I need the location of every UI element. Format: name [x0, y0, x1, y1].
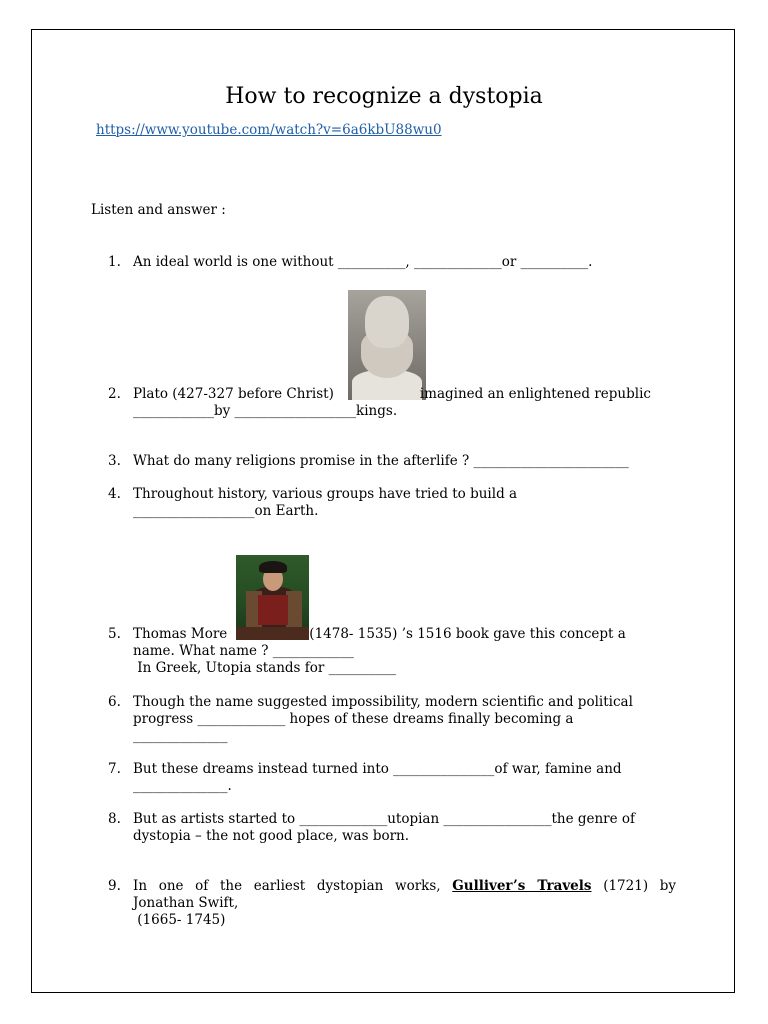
question-text [133, 386, 676, 403]
question-text-line2: __________________on Earth. [133, 503, 319, 519]
question-text: What do many religions promise in the afterlife ? _______________________ [133, 453, 629, 469]
instructions: Listen and answer : [91, 202, 226, 218]
question-text-line2: progress _____________ hopes of these dreams finally becoming a [133, 711, 574, 727]
plato-bust-image [348, 290, 426, 400]
question-text-part: Thomas More [133, 626, 228, 642]
question-text: Though the name suggested impossibility, modern scientific and political [133, 694, 633, 710]
question-text [133, 626, 676, 643]
question-number: 8. [108, 811, 121, 827]
question-text-line2: ____________by __________________kings. [133, 403, 398, 419]
question-text-line2: Jonathan Swift, [133, 895, 239, 911]
question-number: 3. [108, 453, 121, 469]
question-number: 9. [108, 878, 121, 894]
question-text-line2: ______________. [133, 778, 232, 794]
question-number: 5. [108, 626, 121, 642]
question-text-line3: (1665- 1745) [133, 912, 226, 928]
question-text-part: (1478- 1535) ’s 1516 book gave this concept a [309, 626, 626, 642]
question-text: Throughout history, various groups have tried to build a [133, 486, 518, 502]
question-text-line3: ______________ [133, 728, 228, 744]
youtube-link[interactable]: https://www.youtube.com/watch?v=6a6kbU88wu0 [96, 122, 442, 138]
question-text: An ideal world is one without __________, _____________or __________. [133, 254, 593, 270]
question-number: 6. [108, 694, 121, 710]
question-text-part: Plato (427-327 before Christ) [133, 386, 334, 402]
question-number: 2. [108, 386, 121, 402]
page-title: How to recognize a dystopia [225, 84, 543, 109]
question-text-part: In one of the earliest dystopian works, [133, 878, 441, 894]
question-number: 1. [108, 254, 121, 270]
question-text-line2: dystopia – the not good place, was born. [133, 828, 410, 844]
question-text-part: (1721) by [603, 878, 677, 894]
question-text-line2: name. What name ? ____________ [133, 643, 354, 659]
question-text [133, 878, 676, 895]
question-number: 4. [108, 486, 121, 502]
question-text: But as artists started to _____________utopian ________________the genre of [133, 811, 636, 827]
question-number: 7. [108, 761, 121, 777]
question-text-part: imagined an enlightened republic [419, 386, 651, 402]
book-title: Gulliver’s Travels [452, 878, 592, 894]
question-text-line3: In Greek, Utopia stands for __________ [133, 660, 397, 676]
question-text: But these dreams instead turned into _______________of war, famine and [133, 761, 622, 777]
